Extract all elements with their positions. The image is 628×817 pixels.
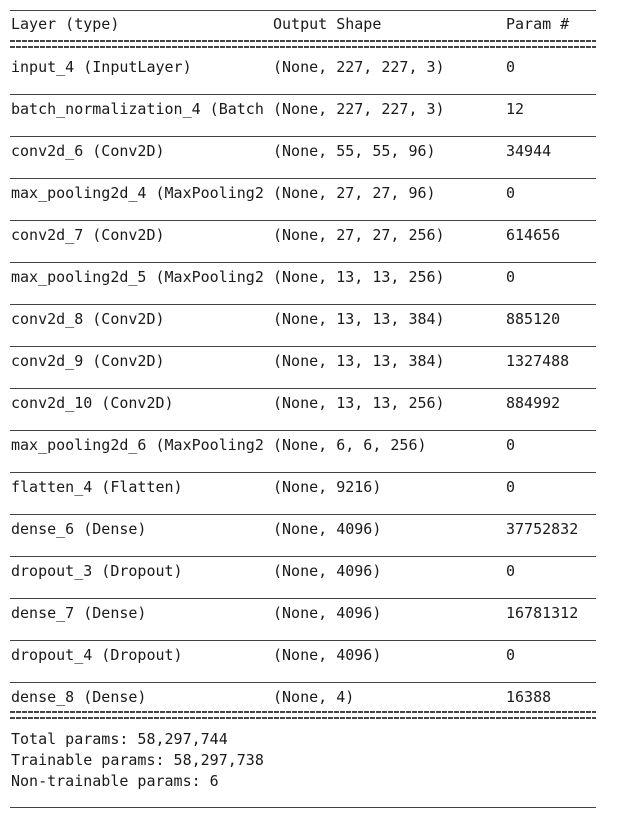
row-shape: (None, 13, 13, 256) [273, 394, 445, 412]
row-shape: (None, 13, 13, 384) [273, 310, 445, 328]
header-param-count: Param # [506, 15, 570, 33]
row-params: 0 [506, 646, 516, 664]
row-layer: input_4 (InputLayer) [11, 58, 192, 76]
row-shape: (None, 227, 227, 3) [273, 100, 445, 118]
row-layer: dropout_4 (Dropout) [11, 646, 183, 664]
row-params: 614656 [506, 226, 561, 244]
bottom-rule [10, 807, 596, 808]
row-layer: dense_8 (Dense) [11, 688, 147, 706]
trainable-params: Trainable params: 58,297,738 [11, 751, 264, 769]
row-shape: (None, 27, 27, 96) [273, 184, 436, 202]
row-shape: (None, 6, 6, 256) [273, 436, 427, 454]
row-divider [10, 556, 596, 557]
row-layer: conv2d_7 (Conv2D) [11, 226, 165, 244]
row-divider [10, 346, 596, 347]
row-shape: (None, 13, 13, 384) [273, 352, 445, 370]
row-divider [10, 514, 596, 515]
row-layer: dense_7 (Dense) [11, 604, 147, 622]
row-params: 0 [506, 58, 516, 76]
row-divider [10, 430, 596, 431]
row-shape: (None, 9216) [273, 478, 382, 496]
row-params: 0 [506, 268, 516, 286]
row-params: 12 [506, 100, 525, 118]
row-shape: (None, 4) [273, 688, 355, 706]
row-divider [10, 178, 596, 179]
header-double-rule [10, 40, 596, 49]
row-layer: conv2d_10 (Conv2D) [11, 394, 174, 412]
row-params: 0 [506, 184, 516, 202]
row-layer: conv2d_6 (Conv2D) [11, 142, 165, 160]
row-layer: conv2d_8 (Conv2D) [11, 310, 165, 328]
row-params: 884992 [506, 394, 561, 412]
row-divider [10, 598, 596, 599]
header-layer-type: Layer (type) [11, 15, 120, 33]
non-trainable-params: Non-trainable params: 6 [11, 772, 219, 790]
row-layer: max_pooling2d_4 (MaxPooling2 [11, 184, 264, 202]
row-divider [10, 94, 596, 95]
row-layer: dropout_3 (Dropout) [11, 562, 183, 580]
header-output-shape: Output Shape [273, 15, 382, 33]
top-rule [10, 10, 596, 11]
row-divider [10, 682, 596, 683]
row-params: 16781312 [506, 604, 579, 622]
row-divider [10, 220, 596, 221]
row-params: 0 [506, 436, 516, 454]
row-layer: max_pooling2d_6 (MaxPooling2 [11, 436, 264, 454]
row-divider [10, 262, 596, 263]
row-params: 37752832 [506, 520, 579, 538]
row-shape: (None, 4096) [273, 646, 382, 664]
row-layer: conv2d_9 (Conv2D) [11, 352, 165, 370]
row-params: 1327488 [506, 352, 570, 370]
row-divider [10, 472, 596, 473]
row-params: 885120 [506, 310, 561, 328]
total-params: Total params: 58,297,744 [11, 730, 228, 748]
footer-double-rule [10, 711, 596, 720]
row-layer: flatten_4 (Flatten) [11, 478, 183, 496]
row-params: 34944 [506, 142, 552, 160]
row-divider [10, 388, 596, 389]
row-params: 0 [506, 478, 516, 496]
row-params: 16388 [506, 688, 552, 706]
row-divider [10, 304, 596, 305]
row-divider [10, 136, 596, 137]
row-layer: dense_6 (Dense) [11, 520, 147, 538]
row-shape: (None, 13, 13, 256) [273, 268, 445, 286]
row-shape: (None, 4096) [273, 520, 382, 538]
row-divider [10, 640, 596, 641]
row-shape: (None, 55, 55, 96) [273, 142, 436, 160]
row-shape: (None, 4096) [273, 562, 382, 580]
row-shape: (None, 27, 27, 256) [273, 226, 445, 244]
row-shape: (None, 4096) [273, 604, 382, 622]
row-layer: batch_normalization_4 (Batch [11, 100, 264, 118]
row-shape: (None, 227, 227, 3) [273, 58, 445, 76]
row-params: 0 [506, 562, 516, 580]
row-layer: max_pooling2d_5 (MaxPooling2 [11, 268, 264, 286]
